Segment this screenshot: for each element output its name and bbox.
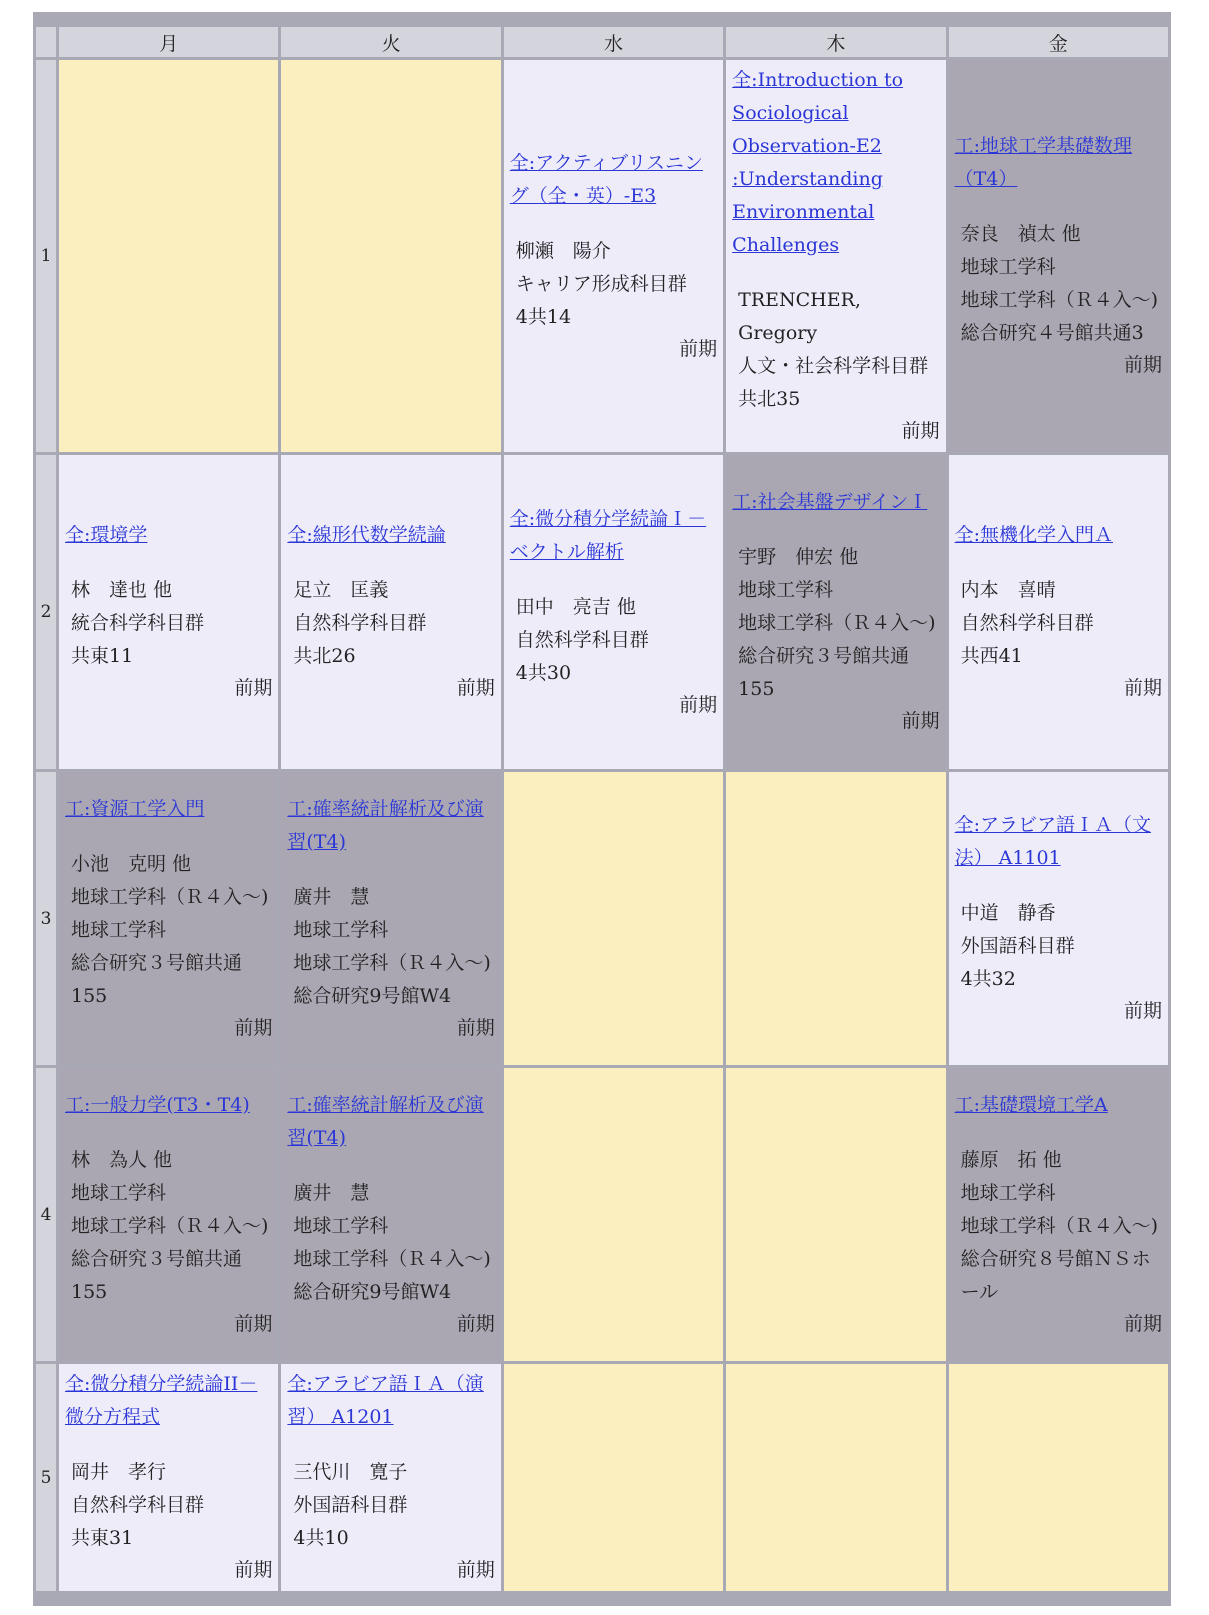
instructor-name: 小池 克明 他 [71, 852, 192, 875]
course-info: 自然科学科目群 [515, 628, 649, 651]
class-slot-fri [949, 772, 1168, 1065]
instructor-name: 内本 喜晴 [960, 579, 1056, 601]
period-number: 3 [36, 772, 56, 1065]
course-link[interactable]: 全:アラビア語ＩＡ（演習） A1201 [287, 1373, 484, 1428]
class-slot-thu [726, 60, 945, 452]
course-info: 総合研究３号館共通155 [738, 645, 910, 700]
course-info: キャリア形成科目群 [515, 272, 687, 295]
spacer [65, 552, 272, 574]
timetable-container [33, 12, 1171, 1606]
period-row [36, 1364, 1168, 1591]
course-info: 総合研究9号館W4 [293, 1280, 452, 1303]
course-info: 総合研究８号館ＮＳホール [960, 1247, 1151, 1303]
class-slot-fri [949, 60, 1168, 452]
term-label: 前期 [1123, 1000, 1162, 1022]
period-number: 4 [36, 1068, 56, 1361]
course-info: 総合研究9号館W4 [293, 984, 452, 1007]
instructor-name: 足立 匡義 [293, 579, 389, 601]
course-link[interactable]: 工:基礎環境工学A [954, 1093, 1108, 1116]
term-label: 前期 [456, 1559, 495, 1581]
course-info: 地球工学科 [960, 1181, 1056, 1204]
term-label: 前期 [901, 420, 940, 442]
course-link[interactable]: 全:微分積分学続論II－微分方程式 [65, 1373, 258, 1428]
course-info: 共東11 [71, 645, 134, 667]
class-slot-mon [59, 455, 278, 769]
course-link[interactable]: 工:地球工学基礎数理（T4） [954, 135, 1132, 190]
class-slot-mon [59, 1068, 278, 1361]
term-label: 前期 [234, 1559, 273, 1581]
spacer [65, 1434, 272, 1456]
term-label: 前期 [456, 1312, 495, 1335]
term-label: 前期 [1123, 677, 1162, 699]
course-link[interactable]: 全:微分積分学続論Ｉ－ベクトル解析 [509, 507, 707, 563]
empty-slot [281, 60, 500, 452]
course-link[interactable]: 全:無機化学入門Ａ [954, 524, 1113, 546]
instructor-name: TRENCHER, Gregory [738, 289, 861, 344]
instructor-name: 柳瀬 陽介 [515, 239, 611, 262]
class-slot-thu [726, 455, 945, 769]
term-label: 前期 [679, 693, 718, 716]
spacer [65, 826, 272, 848]
empty-slot [726, 1364, 945, 1591]
course-info: 地球工学科（Ｒ４入〜) [738, 612, 936, 634]
period-row [36, 60, 1168, 452]
spacer [955, 1122, 1162, 1144]
instructor-name: 岡井 孝行 [71, 1461, 167, 1483]
class-slot-wed [504, 455, 723, 769]
course-info: 地球工学科（Ｒ４入〜) [960, 1214, 1158, 1237]
day-header-wed: 水 [504, 27, 723, 57]
class-slot-tue [281, 1364, 500, 1591]
course-info: 統合科学科目群 [71, 612, 205, 634]
instructor-name: 田中 亮吉 他 [515, 595, 636, 618]
instructor-name: 廣井 慧 [293, 1181, 370, 1204]
course-info: 総合研究４号館共通3 [960, 322, 1144, 344]
course-link[interactable]: 工:社会基盤デザインＩ [732, 491, 928, 513]
term-label: 前期 [1123, 1312, 1162, 1335]
top-bar [33, 12, 1171, 24]
course-link[interactable]: 工:資源工学入門 [65, 797, 205, 820]
term-label: 前期 [234, 1312, 273, 1335]
course-info: 地球工学科（Ｒ４入〜) [71, 1214, 269, 1237]
instructor-name: 廣井 慧 [293, 885, 370, 908]
spacer [732, 262, 939, 284]
class-slot-wed [504, 60, 723, 452]
instructor-name: 宇野 伸宏 他 [738, 546, 859, 568]
course-info: 自然科学科目群 [960, 612, 1094, 634]
empty-slot [726, 1068, 945, 1361]
course-link[interactable]: 工:確率統計解析及び演習(T4) [287, 797, 484, 853]
course-link[interactable]: 全:線形代数学続論 [287, 524, 446, 546]
instructor-name: 中道 静香 [960, 902, 1056, 924]
term-label: 前期 [234, 1016, 273, 1039]
course-info: 共北26 [293, 645, 356, 667]
course-info: 地球工学科（Ｒ４入〜) [960, 289, 1158, 311]
class-slot-tue [281, 772, 500, 1065]
term-label: 前期 [679, 337, 718, 360]
course-info: 自然科学科目群 [71, 1494, 205, 1516]
course-info: 地球工学科 [960, 256, 1056, 278]
class-slot-fri [949, 1068, 1168, 1361]
spacer [287, 1434, 494, 1456]
spacer [955, 875, 1162, 897]
course-info: 地球工学科 [71, 918, 167, 941]
instructor-name: 林 達也 他 [71, 579, 173, 601]
course-info: 地球工学科（Ｒ４入〜) [293, 1247, 491, 1270]
period-row [36, 1068, 1168, 1361]
empty-slot [726, 772, 945, 1065]
day-header-thu: 木 [726, 27, 945, 57]
course-info: 総合研究３号館共通155 [71, 951, 243, 1007]
course-info: 外国語科目群 [960, 935, 1075, 957]
course-info: 4共32 [960, 968, 1016, 990]
day-header-row [36, 27, 1168, 57]
term-label: 前期 [901, 710, 940, 732]
spacer [287, 859, 494, 881]
course-link[interactable]: 工:一般力学(T3・T4) [65, 1093, 250, 1116]
term-label: 前期 [1123, 354, 1162, 376]
timetable [33, 24, 1171, 1594]
spacer [510, 213, 717, 235]
course-link[interactable]: 全:アラビア語ＩＡ（文法） A1101 [954, 814, 1151, 869]
course-info: 4共30 [515, 661, 572, 684]
bottom-bar [33, 1594, 1171, 1606]
spacer [287, 552, 494, 574]
day-header-fri: 金 [949, 27, 1168, 57]
course-link[interactable]: 全:Introduction to Sociological Observation-E2 :Understanding Environmental Challenges [732, 69, 904, 256]
empty-slot [59, 60, 278, 452]
spacer [510, 569, 717, 591]
empty-slot [504, 1068, 723, 1361]
term-label: 前期 [456, 677, 495, 699]
class-slot-mon [59, 772, 278, 1065]
empty-slot [504, 772, 723, 1065]
course-info: 地球工学科 [293, 918, 389, 941]
spacer [65, 1122, 272, 1144]
instructor-name: 三代川 寛子 [293, 1461, 408, 1483]
period-number: 2 [36, 455, 56, 769]
course-info: 共西41 [960, 645, 1023, 667]
course-link[interactable]: 工:確率統計解析及び演習(T4) [287, 1093, 484, 1149]
instructor-name: 奈良 禎太 他 [960, 223, 1081, 245]
course-link[interactable]: 全:環境学 [65, 524, 148, 546]
course-info: 4共14 [515, 305, 572, 328]
class-slot-fri [949, 455, 1168, 769]
class-slot-mon [59, 1364, 278, 1591]
course-info: 総合研究３号館共通155 [71, 1247, 243, 1303]
class-slot-tue [281, 1068, 500, 1361]
period-row [36, 772, 1168, 1065]
course-info: 共北35 [738, 388, 801, 410]
empty-slot [504, 1364, 723, 1591]
course-info: 人文・社会科学科目群 [738, 355, 929, 377]
course-info: 共東31 [71, 1527, 134, 1549]
instructor-name: 林 為人 他 [71, 1148, 173, 1171]
spacer [955, 196, 1162, 218]
spacer [732, 519, 939, 541]
spacer [287, 1155, 494, 1177]
day-header-tue: 火 [281, 27, 500, 57]
term-label: 前期 [456, 1016, 495, 1039]
empty-slot [949, 1364, 1168, 1591]
course-info: 地球工学科（Ｒ４入〜) [293, 951, 491, 974]
corner-cell [36, 27, 56, 57]
day-header-mon: 月 [59, 27, 278, 57]
course-link[interactable]: 全:アクティブリスニング（全・英）-E3 [509, 151, 703, 207]
period-number: 1 [36, 60, 56, 452]
term-label: 前期 [234, 677, 273, 699]
course-info: 地球工学科 [738, 579, 834, 601]
course-info: 地球工学科 [293, 1214, 389, 1237]
period-row [36, 455, 1168, 769]
spacer [955, 552, 1162, 574]
class-slot-tue [281, 455, 500, 769]
course-info: 外国語科目群 [293, 1494, 408, 1516]
course-info: 4共10 [293, 1527, 349, 1549]
course-info: 自然科学科目群 [293, 612, 427, 634]
course-info: 地球工学科（Ｒ４入〜) [71, 885, 269, 908]
instructor-name: 藤原 拓 他 [960, 1148, 1062, 1171]
period-number: 5 [36, 1364, 56, 1591]
course-info: 地球工学科 [71, 1181, 167, 1204]
